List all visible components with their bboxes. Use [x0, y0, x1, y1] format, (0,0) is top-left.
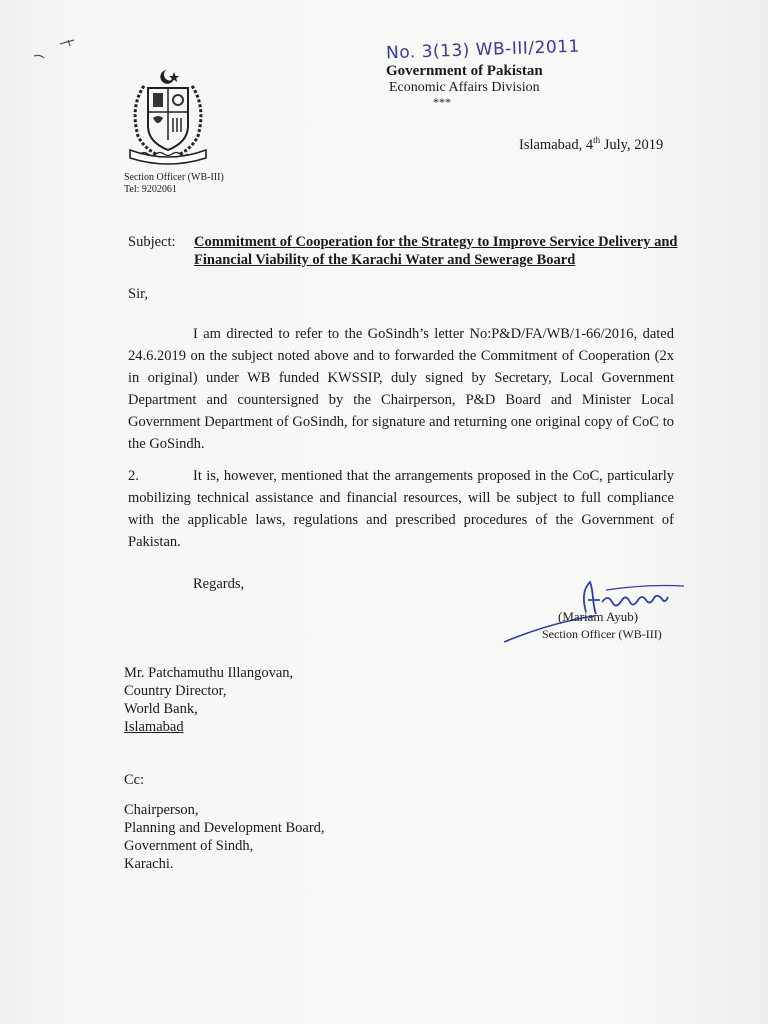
signatory-title: Section Officer (WB-III) — [542, 627, 662, 641]
sender-tel: Tel: 9202061 — [124, 184, 177, 195]
pen-mark-icon — [30, 38, 80, 68]
state-emblem-icon — [122, 66, 214, 166]
addressee-line: Islamabad — [124, 719, 184, 735]
subject-text: Commitment of Cooperation for the Strategy to Improve Service Delivery and Financial Viability of the Karachi Water and Sewerage Board — [194, 234, 678, 268]
cc-line: Government of Sindh, — [124, 838, 254, 854]
paragraph-2-text: It is, however, mentioned that the arrangements proposed in the CoC, particularly mobilizing technical assistance and financial resources, will be subject to full compliance with the applicable laws, regulations and prescribed procedures of the Government of Pakistan. — [128, 468, 674, 550]
subject-label: Subject: — [128, 234, 176, 250]
handwritten-reference-number: No. 3(13) WB-III/2011 — [385, 36, 581, 64]
letter-date: Islamabad, 4th July, 2019 — [519, 135, 664, 153]
signatory-name: (Mariam Ayub) — [558, 609, 639, 624]
addressee-block — [124, 664, 293, 736]
header-separator: *** — [433, 95, 451, 109]
addressee-line: Mr. Patchamuthu Illangovan, — [124, 665, 294, 681]
cc-line: Planning and Development Board, — [124, 820, 325, 836]
sender-office: Section Officer (WB-III) — [124, 172, 224, 183]
paragraph-1: I am directed to refer to the GoSindh’s letter No:P&D/FA/WB/1-66/2016, dated 24.6.2019 on the subject noted above and to forwarded the Commitment of Cooperation (2x in original) under WB funded KWSSIP, duly signed by Secretary, Local Government Department and countersigned by the Chairperson, P&D Board and Minister Local Government Department of GoSindh, for signature and returning one original copy of CoC to the GoSindh. — [128, 326, 674, 452]
addressee-line: World Bank, — [124, 701, 198, 717]
addressee-line: Country Director, — [124, 683, 227, 699]
paragraph-2 — [128, 465, 674, 553]
cc-recipients — [124, 801, 325, 873]
division-name: Economic Affairs Division — [389, 80, 540, 95]
cc-line: Karachi. — [124, 856, 174, 872]
cc-line: Chairperson, — [124, 802, 199, 818]
paragraph-number: 2. — [128, 468, 139, 484]
cc-label: Cc: — [124, 772, 145, 788]
salutation: Sir, — [128, 286, 148, 302]
closing: Regards, — [193, 576, 245, 592]
sender-contact — [124, 172, 224, 196]
government-heading: Government of Pakistan — [386, 63, 543, 79]
